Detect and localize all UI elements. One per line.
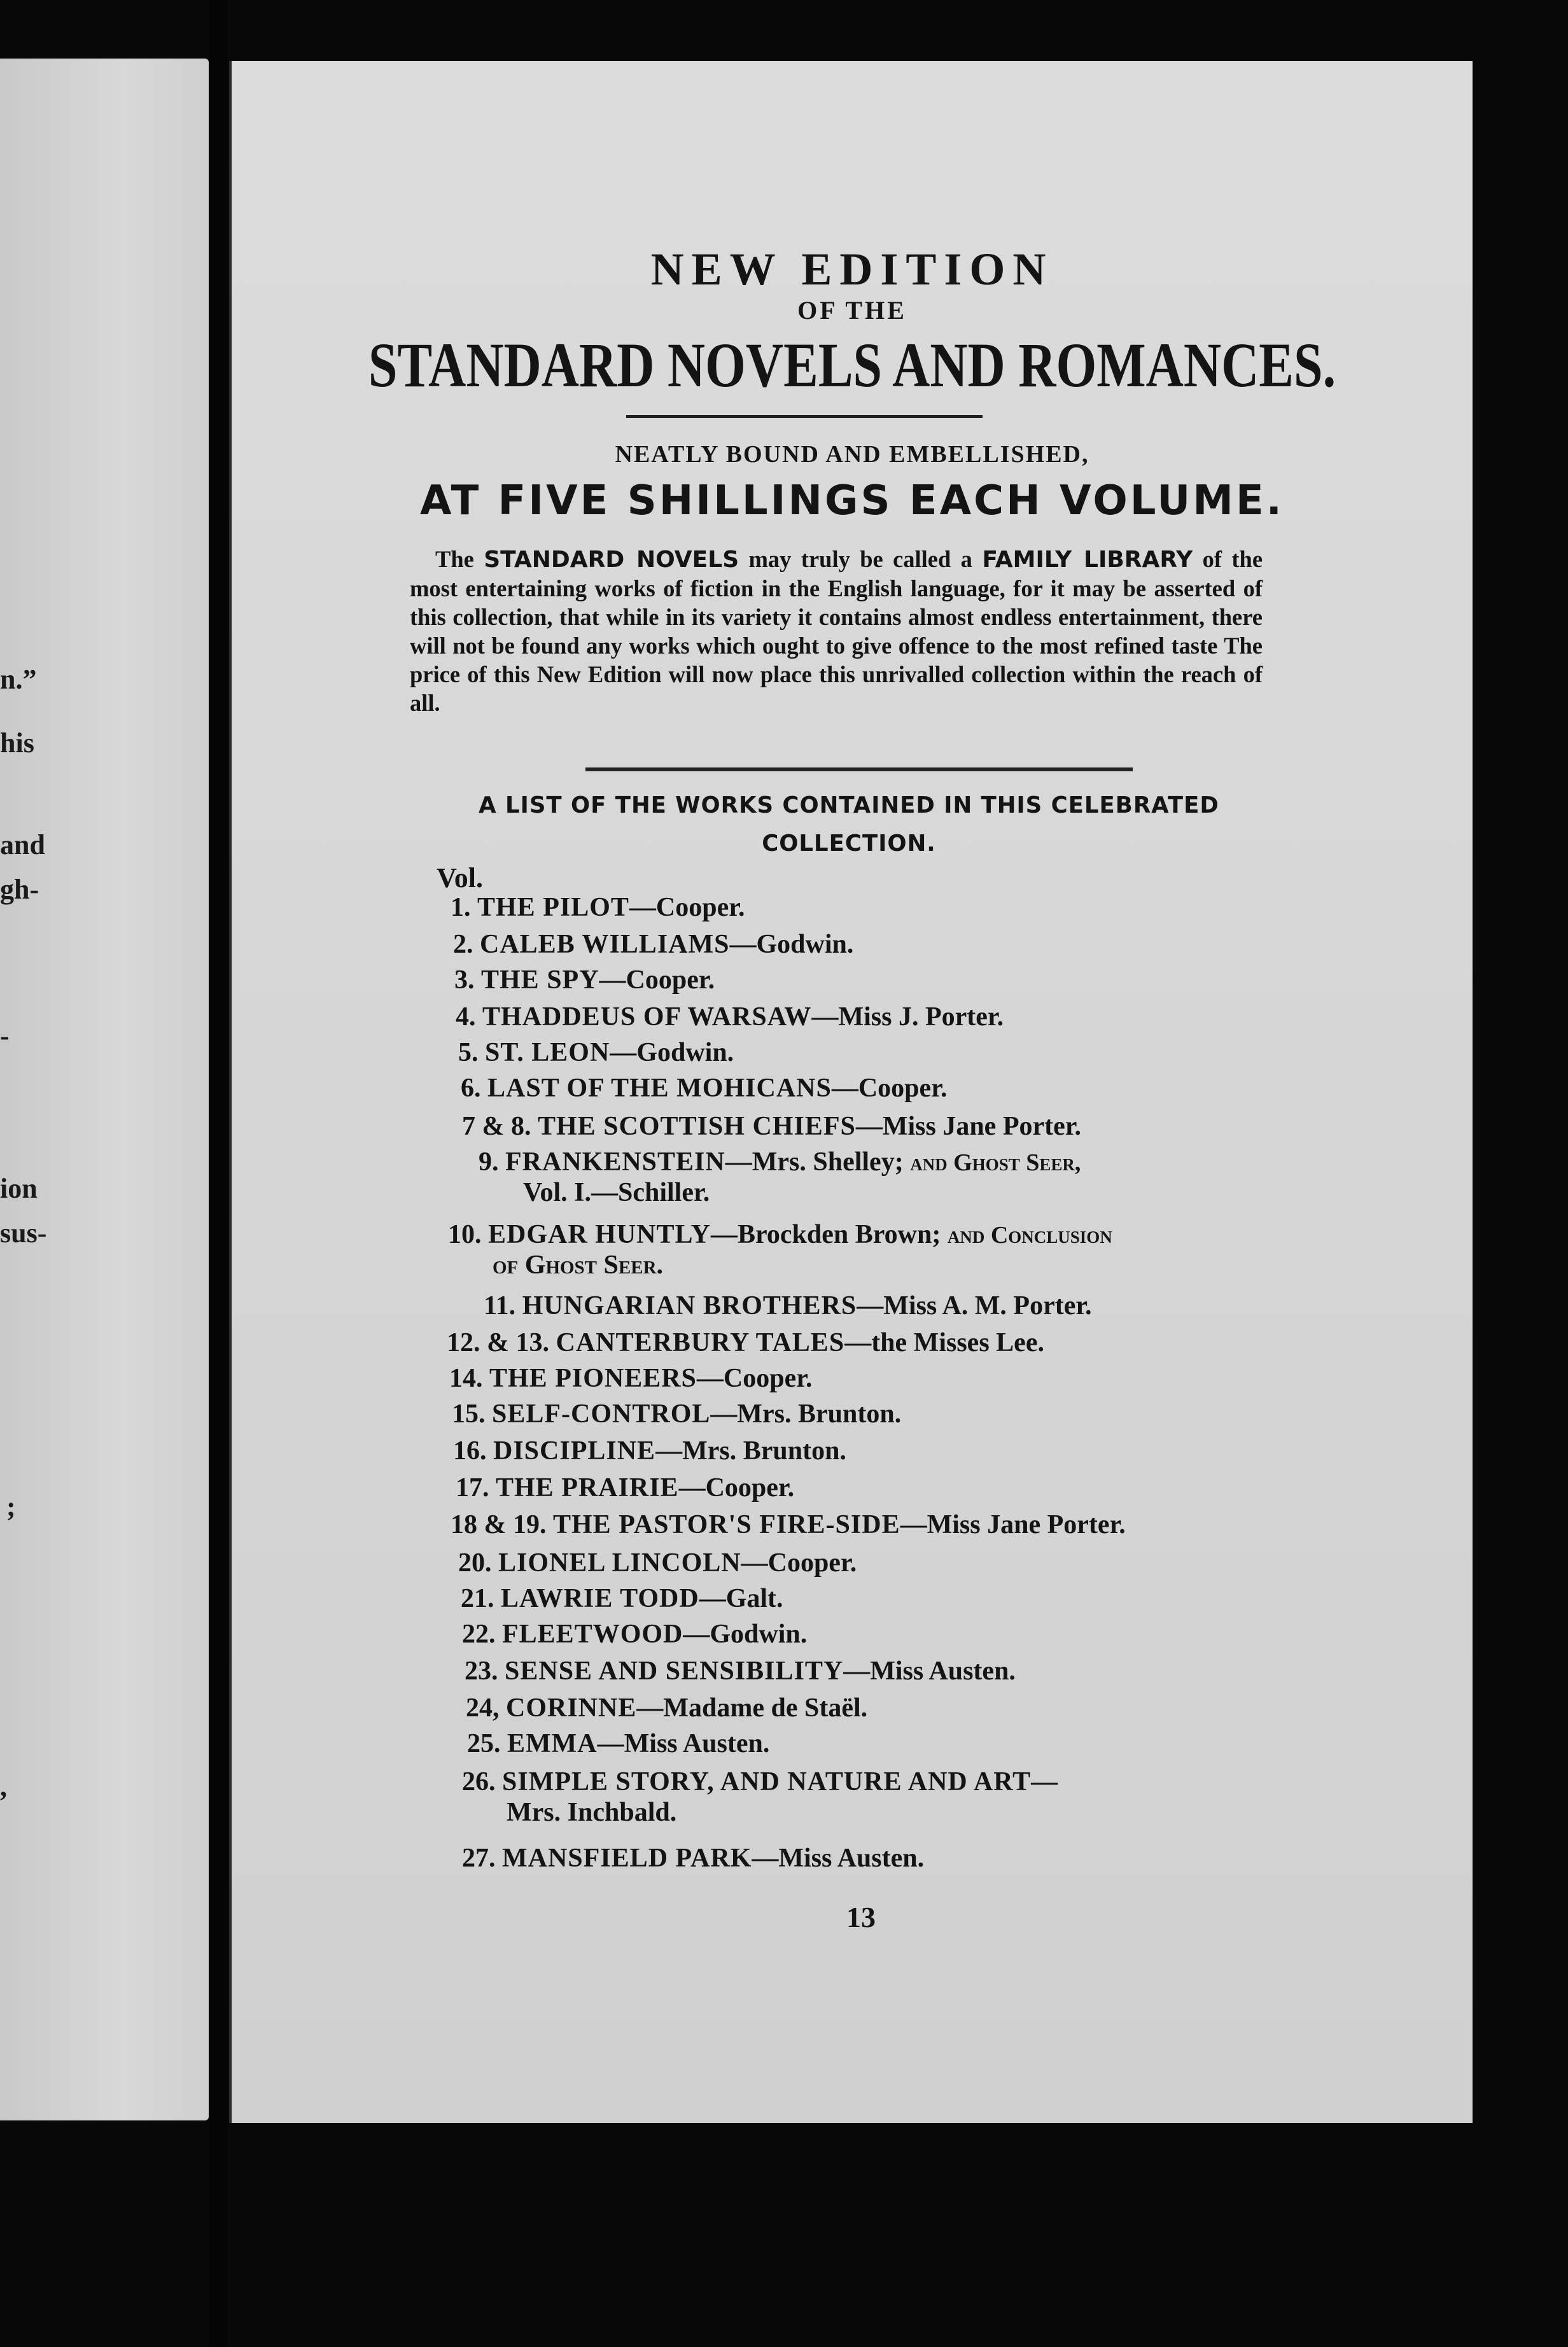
work-author: —Godwin. [683, 1620, 808, 1649]
list-item [462, 1843, 924, 1874]
facing-page-fragment: sus- [0, 1217, 47, 1249]
heading-standard-novels: STANDARD NOVELS AND ROMANCES. [368, 330, 1336, 400]
volume-number: 4. [456, 1002, 476, 1032]
work-title: THE PILOT [477, 893, 629, 922]
list-item [466, 1693, 867, 1723]
work-title: LIONEL LINCOLN [498, 1548, 741, 1578]
work-title: DISCIPLINE [493, 1436, 656, 1466]
work-author: —Miss Austen. [843, 1657, 1016, 1686]
volume-number: 9. [479, 1147, 499, 1177]
volume-number: 18 & 19. [451, 1510, 547, 1539]
work-title: CORINNE [506, 1693, 637, 1723]
vol-label: Vol. [437, 862, 483, 893]
list-item [456, 1473, 794, 1503]
work-continuation: of Ghost Seer. [493, 1251, 664, 1280]
work-title: ST. LEON [485, 1038, 610, 1067]
work-author: —Miss Jane Porter. [900, 1510, 1126, 1539]
list-item [467, 1728, 769, 1759]
work-continuation: Vol. I.—Schiller. [523, 1178, 710, 1207]
volume-number: 25. [467, 1729, 501, 1758]
list-item [461, 1073, 947, 1103]
intro-paragraph: The STANDARD NOVELS may truly be called a FAMILY LIBRARY of the most entertaining works of fiction in the English language, for it may be asserted of this collection, that while in its variety it contains almost endless entertainment, there will not be found any works which ought to give offence to the most refined taste The price of this New Edition will now place this unrivalled collection within the reach of all. [410, 546, 1263, 716]
list-item [453, 1436, 846, 1466]
work-author: —Brockden Brown; [711, 1220, 941, 1249]
work-author: —Miss Jane Porter. [855, 1112, 1082, 1141]
list-item [484, 1291, 1092, 1321]
work-author: —Miss J. Porter. [811, 1002, 1004, 1032]
work-title: FLEETWOOD [502, 1620, 683, 1649]
book-gutter [209, 0, 228, 2347]
work-author: —Cooper. [831, 1074, 948, 1103]
work-title: SELF-CONTROL [492, 1399, 711, 1429]
list-item [462, 1111, 1081, 1142]
work-author: —Galt. [699, 1584, 783, 1613]
work-author: —Miss Austen. [752, 1844, 925, 1873]
list-item [453, 929, 853, 960]
list-item [479, 1147, 1081, 1208]
volume-number: 6. [461, 1074, 481, 1103]
volume-number: 26. [462, 1767, 496, 1797]
work-author: —Miss Austen. [597, 1729, 770, 1758]
volume-number: 2. [453, 930, 473, 959]
facing-page [0, 59, 209, 2120]
work-title: LAWRIE TODD [501, 1584, 699, 1613]
volume-number: 20. [458, 1548, 492, 1578]
work-author: —Cooper. [629, 893, 745, 922]
work-title: CALEB WILLIAMS [480, 930, 730, 959]
facing-page-fragment: gh- [0, 874, 39, 905]
volume-number: 1. [451, 893, 471, 922]
work-author: —Cooper. [741, 1548, 857, 1578]
work-extra: and Ghost Seer, [910, 1149, 1081, 1176]
work-author: —Mrs. Brunton. [710, 1399, 902, 1429]
work-author: —Mrs. Shelley; [725, 1147, 904, 1177]
work-author: —Godwin. [610, 1038, 734, 1067]
family-library-phrase: FAMILY LIBRARY [982, 547, 1193, 573]
page-number: 13 [846, 1901, 876, 1933]
work-title: THE PASTOR'S FIRE-SIDE [553, 1510, 900, 1539]
divider [626, 415, 983, 418]
work-title: HUNGARIAN BROTHERS [522, 1291, 857, 1321]
list-item [447, 1328, 1044, 1358]
volume-number: 21. [461, 1584, 494, 1613]
list-item [456, 1002, 1004, 1032]
list-heading: A LIST OF THE WORKS CONTAINED IN THIS CELEBRATED COLLECTION. [479, 792, 1219, 857]
volume-number: 10. [448, 1220, 482, 1249]
volume-number: 16. [453, 1436, 487, 1466]
list-item [451, 1510, 1126, 1540]
list-item [451, 892, 745, 923]
list-item [462, 1619, 807, 1650]
work-author: —Godwin. [729, 930, 854, 959]
work-author: —Mrs. Brunton. [655, 1436, 846, 1466]
work-author: —Miss A. M. Porter. [857, 1291, 1092, 1321]
divider [585, 767, 1133, 771]
facing-page-fragment: and [0, 829, 45, 860]
list-item [461, 1583, 783, 1614]
work-title: EMMA [507, 1729, 598, 1758]
list-item [458, 1548, 857, 1578]
work-author: — [1031, 1767, 1058, 1797]
volume-number: 17. [456, 1473, 489, 1503]
work-title: THE SCOTTISH CHIEFS [538, 1112, 856, 1141]
heading-of-the: OF THE [797, 296, 907, 325]
volume-number: 7 & 8. [462, 1112, 531, 1141]
work-title: THADDEUS OF WARSAW [482, 1002, 812, 1032]
work-title: MANSFIELD PARK [502, 1844, 752, 1873]
standard-novels-phrase: STANDARD NOVELS [484, 547, 739, 573]
volume-number: 14. [449, 1364, 483, 1393]
subheading-bound: NEATLY BOUND AND EMBELLISHED, [615, 441, 1089, 468]
list-item [462, 1767, 1058, 1828]
work-title: THE PRAIRIE [496, 1473, 679, 1503]
work-author: —Cooper. [696, 1364, 813, 1393]
work-author: —Cooper. [599, 965, 715, 995]
work-title: SENSE AND SENSIBILITY [505, 1657, 844, 1686]
volume-number: 22. [462, 1620, 496, 1649]
list-item [449, 1363, 813, 1394]
volume-number: 24, [466, 1693, 500, 1723]
work-title: LAST OF THE MOHICANS [487, 1074, 832, 1103]
list-item [448, 1219, 1112, 1280]
facing-page-fragment: n.” [0, 664, 37, 695]
subheading-price: AT FIVE SHILLINGS EACH VOLUME. [420, 477, 1284, 524]
work-extra: and Conclusion [947, 1222, 1112, 1249]
work-author: —Cooper. [678, 1473, 795, 1503]
work-title: FRANKENSTEIN [505, 1147, 725, 1177]
volume-number: 3. [454, 965, 475, 995]
work-title: THE PIONEERS [489, 1364, 697, 1393]
work-title: THE SPY [481, 965, 599, 995]
list-item [458, 1037, 734, 1068]
list-item [465, 1656, 1016, 1686]
volume-number: 12. & 13. [447, 1328, 549, 1357]
work-author: —Madame de Staël. [636, 1693, 868, 1723]
list-item [452, 1399, 901, 1429]
heading-new-edition: NEW EDITION [650, 244, 1054, 295]
work-title: SIMPLE STORY, AND NATURE AND ART [502, 1767, 1032, 1797]
work-title: CANTERBURY TALES [556, 1328, 845, 1357]
catalogue-page [229, 61, 1473, 2123]
work-continuation: Mrs. Inchbald. [507, 1798, 677, 1827]
facing-page-fragment: , [0, 1771, 7, 1802]
facing-page-fragment: ; [6, 1491, 16, 1522]
volume-number: 23. [465, 1657, 498, 1686]
volume-number: 11. [484, 1291, 516, 1321]
volume-number: 27. [462, 1844, 496, 1873]
volume-number: 15. [452, 1399, 486, 1429]
facing-page-fragment: ion [0, 1173, 38, 1204]
facing-page-fragment: his [0, 727, 34, 759]
facing-page-fragment: - [0, 1020, 10, 1051]
volume-number: 5. [458, 1038, 479, 1067]
list-item [454, 965, 715, 995]
work-author: —the Misses Lee. [844, 1328, 1044, 1357]
work-title: EDGAR HUNTLY [488, 1220, 711, 1249]
